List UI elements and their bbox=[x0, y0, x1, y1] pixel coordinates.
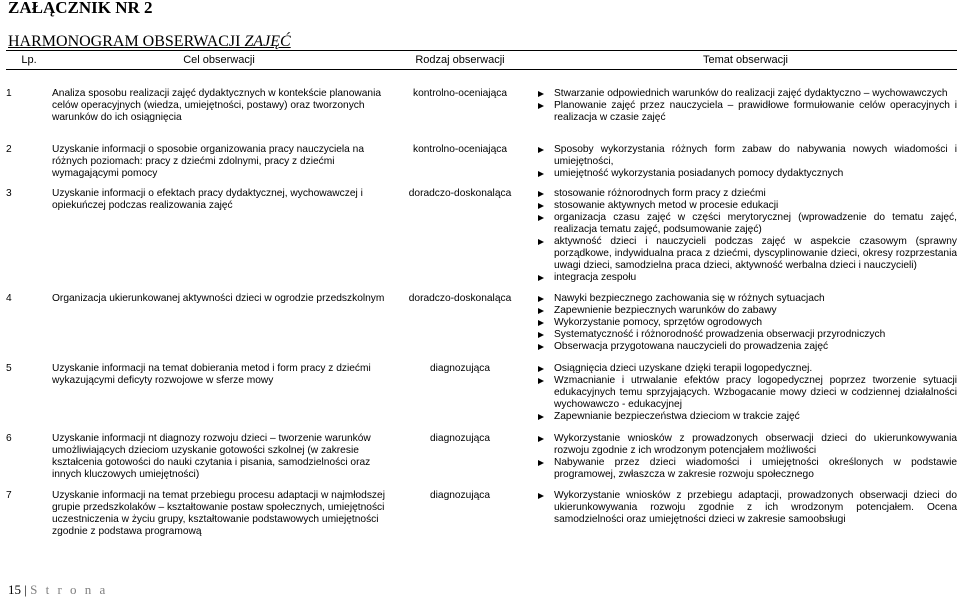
table-row bbox=[6, 144, 957, 188]
topic-list-item: organizacja czasu zajęć w części merytorycznej (wprowadzenie do tematu zajęć, realizacja tematu zajęć, podsumowanie zajęć) bbox=[534, 212, 957, 236]
topic-list-item: Sposoby wykorzystania różnych form zabaw do nabywania nowych wiadomości i umiejętności, bbox=[534, 144, 957, 168]
table-row bbox=[6, 433, 957, 490]
topic-list bbox=[534, 363, 957, 423]
column-header-lp: Lp. bbox=[6, 51, 52, 70]
topic-list-item: Zapewnienie bezpiecznych warunków do zabawy bbox=[534, 305, 957, 317]
column-header-goal: Cel obserwacji bbox=[52, 51, 386, 70]
document-title bbox=[8, 33, 291, 51]
topic-list-item: integracja zespołu bbox=[534, 272, 957, 284]
observation-kind: doradczo-doskonaląca bbox=[408, 187, 512, 199]
observation-kind: diagnozująca bbox=[429, 432, 491, 444]
topic-list-item: aktywność dzieci i nauczycieli podczas zajęć w aspekcie czasowym (sprawny porządkowe, indywidualna praca z dziećmi, dyscyplinowanie dzieci, okresy rozprzestania uwagi dzieci, samodzielna praca dzieci, aktywność werbalna dzieci i nauczycieli) bbox=[534, 236, 957, 272]
title-italic: ZAJĘĆ bbox=[244, 33, 291, 50]
observation-goal: Uzyskanie informacji o efektach pracy dydaktycznej, wychowawczej i opiekuńczej podczas realizowania zajęć bbox=[52, 187, 363, 211]
observation-topics bbox=[534, 88, 957, 144]
observation-goal: Uzyskanie informacji nt diagnozy rozwoju dzieci – tworzenie warunków umożliwiających dzieciom uzyskanie gotowości szkolnej (w zakresie kształcenia gotowości do nauki czytania i pisania, samodzielności oraz innych kluczowych umiejętności) bbox=[52, 432, 371, 480]
column-header-kind: Rodzaj obserwacji bbox=[386, 51, 534, 70]
topic-list-item: Osiągnięcia dzieci uzyskane dzięki terapii logopedycznej. bbox=[534, 363, 957, 375]
attachment-label: ZAŁĄCZNIK NR 2 bbox=[8, 0, 153, 17]
topic-list-item: Systematyczność i różnorodność prowadzenia obserwacji przyrodniczych bbox=[534, 329, 957, 341]
topic-list bbox=[534, 88, 957, 124]
table-row bbox=[6, 363, 957, 433]
topic-list-item: stosowanie różnorodnych form pracy z dziećmi bbox=[534, 188, 957, 200]
column-header-topic: Temat obserwacji bbox=[534, 51, 957, 70]
observation-topics bbox=[534, 433, 957, 490]
table-body bbox=[6, 70, 957, 550]
topic-list-item: Planowanie zajęć przez nauczyciela – prawidłowe formułowanie celów operacyjnych i realizacja w czasie zajęć bbox=[534, 100, 957, 124]
topic-list bbox=[534, 188, 957, 284]
topic-list bbox=[534, 433, 957, 481]
topic-list-item: Stwarzanie odpowiednich warunków do realizacji zajęć dydaktyczno – wychowawczych bbox=[534, 88, 957, 100]
page-label: S t r o n a bbox=[30, 582, 108, 597]
table-row bbox=[6, 490, 957, 550]
observation-schedule-table bbox=[6, 50, 957, 550]
observation-kind: kontrolno-oceniająca bbox=[412, 87, 507, 99]
topic-list-item: Wykorzystanie wniosków z przebiegu adaptacji, prowadzonych obserwacji dzieci do ukierunkowywania rozwoju zgodnie z ich wrodzonym potencjałem. Ocena samodzielności oraz umiejętności dzieci w zakresie samoobsługi bbox=[534, 490, 957, 526]
observation-topics bbox=[534, 188, 957, 293]
observation-goal: Analiza sposobu realizacji zajęć dydaktycznych w kontekście planowania celów operacyjnych (wiedza, umiejętności, postawy) oraz tworzonych warunków do ich osiągnięcia bbox=[52, 87, 382, 123]
row-number: 3 bbox=[6, 187, 12, 199]
observation-goal: Uzyskanie informacji o sposobie organizowania pracy nauczyciela na różnych poziomach: pracy z dziećmi zdolnymi, pracy z dziećmi wymagającymi pomocy bbox=[52, 143, 365, 179]
page-number: 15 bbox=[8, 582, 21, 597]
topic-list-item: Wykorzystanie wniosków z prowadzonych obserwacji dzieci do ukierunkowywania rozwoju zgodnie z ich wrodzonym potencjałem możliwości bbox=[534, 433, 957, 457]
topic-list-item: Wykorzystanie pomocy, sprzętów ogrodowych bbox=[534, 317, 957, 329]
topic-list-item: stosowanie aktywnych metod w procesie edukacji bbox=[534, 200, 957, 212]
topic-list-item: umiejętność wykorzystania posiadanych pomocy dydaktycznych bbox=[534, 168, 957, 180]
row-number: 7 bbox=[6, 489, 12, 501]
title-main: HARMONOGRAM OBSERWACJI bbox=[8, 33, 245, 50]
topic-list-item: Obserwacja przygotowana nauczycieli do prowadzenia zajęć bbox=[534, 341, 957, 353]
footer-separator: | bbox=[24, 582, 27, 597]
observation-kind: diagnozująca bbox=[429, 362, 491, 374]
observation-kind: doradczo-doskonaląca bbox=[408, 292, 512, 304]
observation-topics bbox=[534, 490, 957, 550]
row-number: 2 bbox=[6, 143, 12, 155]
table-header-row bbox=[6, 51, 957, 70]
table-row bbox=[6, 188, 957, 293]
table-row bbox=[6, 88, 957, 144]
observation-goal: Uzyskanie informacji na temat dobierania metod i form pracy z dziećmi wykazującymi deficyty rozwojowe w sferze mowy bbox=[52, 362, 371, 386]
row-number: 6 bbox=[6, 432, 12, 444]
topic-list bbox=[534, 144, 957, 180]
row-number: 4 bbox=[6, 292, 12, 304]
topic-list bbox=[534, 490, 957, 526]
table-row bbox=[6, 293, 957, 363]
topic-list-item: Wzmacnianie i utrwalanie efektów pracy logopedycznej poprzez tworzenie sytuacji edukacyjnych temu sprzyjających. Wzbogacanie mowy dzieci w codziennej działalności wychowawczo - edukacyjnej bbox=[534, 375, 957, 411]
observation-goal: Organizacja ukierunkowanej aktywności dzieci w ogrodzie przedszkolnym bbox=[52, 292, 385, 304]
observation-topics bbox=[534, 144, 957, 188]
page-footer bbox=[8, 582, 108, 598]
topic-list-item: Nawyki bezpiecznego zachowania się w różnych sytuacjach bbox=[534, 293, 957, 305]
topic-list-item: Nabywanie przez dzieci wiadomości i umiejętności określonych w podstawie programowej, zwłaszcza w zakresie rozwoju społecznego bbox=[534, 457, 957, 481]
observation-topics bbox=[534, 363, 957, 433]
observation-topics bbox=[534, 293, 957, 363]
observation-kind: kontrolno-oceniająca bbox=[412, 143, 507, 155]
observation-goal: Uzyskanie informacji na temat przebiegu procesu adaptacji w najmłodszej grupie przedszkolaków – kształtowanie postaw społecznych, umiejętności uczestniczenia w życiu grupy, kształtowanie podstawowych umiejętności zgodnie z podstawa programową bbox=[52, 489, 385, 537]
topic-list-item: Zapewnianie bezpieczeństwa dzieciom w trakcie zajęć bbox=[534, 411, 957, 423]
observation-kind: diagnozująca bbox=[429, 489, 491, 501]
topic-list bbox=[534, 293, 957, 353]
row-number: 5 bbox=[6, 362, 12, 374]
row-number: 1 bbox=[6, 87, 12, 99]
